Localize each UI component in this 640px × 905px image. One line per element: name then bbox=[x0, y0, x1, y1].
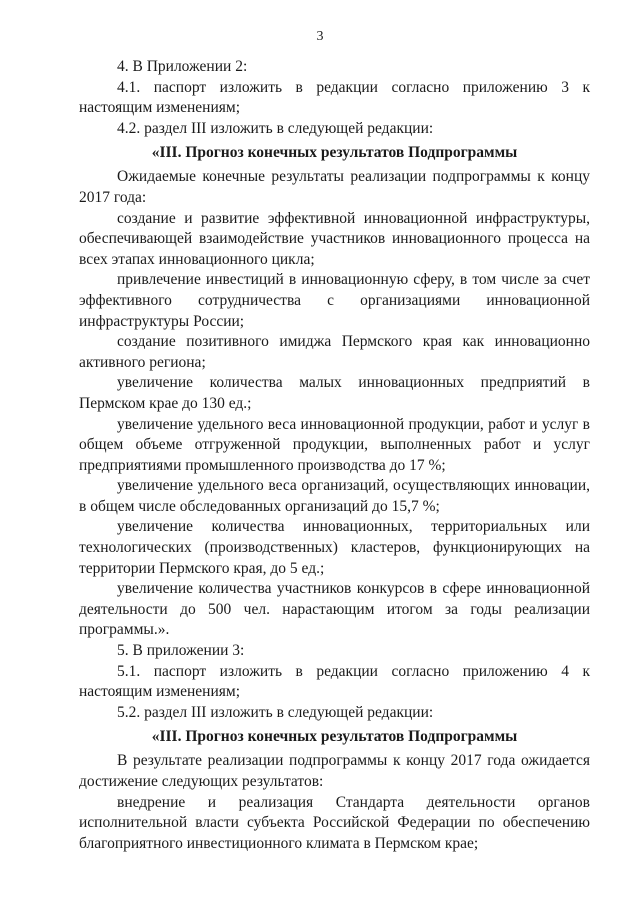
paragraph: 5.1. паспорт изложить в редакции согласно приложению 4 к настоящим изменениям; bbox=[79, 662, 590, 701]
paragraph: увеличение удельного веса инновационной продукции, работ и услуг в общем объеме отгруженной продукции, выполненных работ и услуг предприятиями промышленного производства до 17 %; bbox=[79, 415, 590, 474]
page-number: 3 bbox=[316, 29, 324, 44]
paragraph: 5.2. раздел III изложить в следующей редакции: bbox=[117, 703, 434, 721]
paragraph: В результате реализации подпрограммы к концу 2017 года ожидается достижение следующих результатов: bbox=[79, 752, 590, 790]
document-body bbox=[79, 57, 590, 854]
paragraph: увеличение количества участников конкурсов в сфере инновационной деятельности до 500 чел. нарастающим итогом за годы реализации программы.». bbox=[79, 580, 590, 639]
paragraph: 4.2. раздел III изложить в следующей редакции: bbox=[117, 119, 434, 137]
paragraph: увеличение удельного веса организаций, осуществляющих инновации, в общем числе обследованных организаций до 15,7 %; bbox=[79, 477, 590, 515]
paragraph: внедрение и реализация Стандарта деятельности органов исполнительной власти субъекта Российской Федерации по обеспечению благоприятного инвестиционного климата в Пермском крае; bbox=[79, 793, 590, 852]
paragraph: 4. В Приложении 2: bbox=[117, 58, 248, 75]
paragraph: 5. В приложении 3: bbox=[117, 642, 245, 660]
paragraph: увеличение количества инновационных, территориальных или технологических (производственных) кластеров, функционирующих на территории Пермского края, до 5 ед.; bbox=[79, 518, 590, 577]
section-heading: «III. Прогноз конечных результатов Подпрограммы bbox=[151, 728, 518, 746]
section-heading: «III. Прогноз конечных результатов Подпрограммы bbox=[151, 144, 518, 162]
paragraph: увеличение количества малых инновационных предприятий в Пермском крае до 130 ед.; bbox=[79, 374, 590, 412]
paragraph: 4.1. паспорт изложить в редакции согласно приложению 3 к настоящим изменениям; bbox=[79, 78, 590, 117]
paragraph: Ожидаемые конечные результаты реализации подпрограммы к концу 2017 года: bbox=[79, 168, 590, 206]
paragraph: создание и развитие эффективной инновационной инфраструктуры, обеспечивающей взаимодействие участников инновационного процесса на всех этапах инновационного цикла; bbox=[79, 209, 590, 268]
paragraph: создание позитивного имиджа Пермского края как инновационно активного региона; bbox=[79, 333, 590, 371]
paragraph: привлечение инвестиций в инновационную сферу, в том числе за счет эффективного сотрудничества с организациями инновационной инфраструктуры России; bbox=[79, 271, 590, 330]
